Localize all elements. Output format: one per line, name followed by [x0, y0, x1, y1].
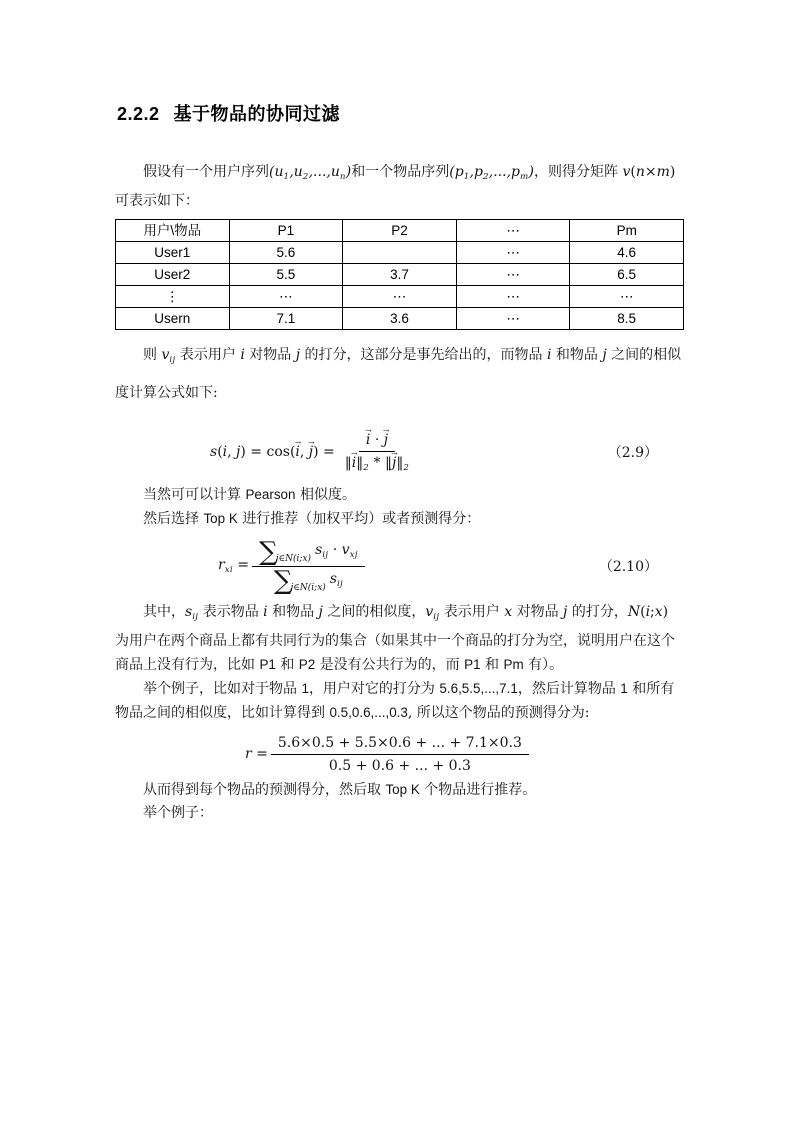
equation-lhs: [218, 557, 249, 575]
text-segment: v: [341, 542, 350, 559]
fraction: [271, 733, 529, 774]
text-segment: 0.5 + 0.6 + ... + 0.3: [328, 758, 471, 775]
table-cell: 4.6: [570, 242, 684, 264]
paragraph-explain: [115, 600, 684, 677]
text-segment: ‖: [356, 455, 364, 472]
text-segment: 举个例子：: [143, 805, 213, 822]
text-segment: 1: [301, 681, 309, 697]
text-segment: ∑: [273, 566, 293, 597]
text-segment: v: [425, 604, 434, 621]
text-segment: 表示用户: [439, 604, 505, 621]
section-number: 2.2.2: [117, 104, 160, 124]
text-segment: ,: [299, 443, 309, 460]
table-cell: [343, 242, 457, 264]
text-segment: m: [656, 164, 670, 180]
text-segment: x: [504, 604, 513, 621]
text-segment: 举个例子，比如对于物品: [143, 681, 302, 698]
text-segment: ij: [192, 612, 199, 623]
table-cell: ⋯: [570, 286, 684, 308]
section-heading: [117, 100, 684, 126]
text-segment: 2: [363, 463, 370, 474]
text-segment: 对物品: [512, 604, 564, 621]
text-segment: i: [263, 604, 268, 621]
table-row: [116, 286, 684, 308]
text-segment: s: [329, 571, 337, 588]
text-segment: ;: [650, 604, 655, 621]
text-segment: ij: [169, 355, 176, 366]
text-segment: ‖: [396, 455, 404, 472]
paragraph-next-example: [115, 802, 684, 825]
text-segment: (: [217, 443, 223, 460]
score-matrix-table: [115, 219, 684, 330]
text-segment: 则: [143, 347, 162, 364]
equation-example: [115, 729, 684, 774]
text-segment: 1: [283, 172, 290, 183]
text-segment: P1: [259, 657, 276, 673]
text-segment: ,...,p: [488, 164, 520, 180]
text-segment: ): [669, 164, 676, 180]
text-segment: 和一个物品序列: [351, 164, 450, 180]
text-segment: m: [519, 172, 529, 183]
text-segment: (: [640, 604, 646, 621]
text-segment: 表示用户: [175, 347, 241, 364]
text-segment: 相似度。: [295, 487, 356, 504]
text-segment: x: [654, 604, 663, 621]
text-segment: j∈N(i;x): [275, 554, 312, 565]
equation-lhs: [245, 746, 268, 762]
text-segment: ): [528, 164, 534, 180]
text-segment: ，用户对它的打分为: [308, 681, 440, 698]
text-segment: ij: [336, 579, 344, 590]
equation-2-9: [115, 422, 684, 473]
table-row: [116, 308, 684, 330]
paragraph-topk: [115, 507, 684, 531]
text-segment: s: [185, 604, 193, 621]
text-segment: 是没有公共行为的，而: [315, 657, 465, 674]
table-cell: ⋯: [343, 286, 457, 308]
table-cell: ⋮: [116, 286, 230, 308]
text-segment: 和物品: [267, 604, 319, 621]
text-segment: ): [662, 604, 669, 621]
text-segment: 表示物品: [198, 604, 264, 621]
text-segment: n: [339, 172, 346, 183]
text-segment: Top K: [385, 782, 420, 798]
table-cell: 5.6: [229, 242, 343, 264]
text-segment: 之间的相似度计算公式如下:: [115, 347, 682, 402]
text-segment: 1: [620, 681, 628, 697]
text-segment: r: [218, 556, 225, 573]
table-cell: ⋯: [456, 286, 570, 308]
text-segment: ) =: [313, 443, 335, 460]
text-segment: Pearson: [245, 487, 296, 503]
equation-number: （2.10）: [598, 558, 658, 575]
text-segment: N: [627, 604, 641, 621]
equation-lhs: [210, 444, 335, 460]
text-segment: , 所以这个物品的预测得分为:: [407, 705, 590, 722]
text-segment: 5.6×0.5 + 5.5×0.6 + ... + 7.1×0.3: [277, 735, 522, 752]
text-segment: (p: [449, 164, 464, 180]
text-segment: ,p: [469, 164, 483, 180]
table-header-cell: P1: [229, 220, 343, 242]
table-cell: 5.5: [229, 264, 343, 286]
table-cell: 6.5: [570, 264, 684, 286]
text-segment: 进行推荐（加权平均）或者预测得分：: [237, 511, 481, 528]
fraction-denominator: [267, 566, 350, 597]
table-cell: 7.1: [229, 308, 343, 330]
table-cell: 3.7: [343, 264, 457, 286]
text-segment: 为用户在两个商品上都有共同行为的集合（如果其中一个商品的打分为空，说明用户在这个商品上没有行为，比如: [115, 633, 675, 674]
table-header-cell: 用户\物品: [116, 220, 230, 242]
text-segment: s: [210, 443, 218, 460]
table-cell: ⋯: [456, 242, 570, 264]
text-segment: ): [345, 164, 352, 180]
table-cell: User1: [116, 242, 230, 264]
text-segment: Top K: [203, 511, 238, 527]
fraction: [338, 430, 416, 473]
text-segment: ij: [322, 550, 329, 561]
text-segment: i: [222, 443, 228, 460]
text-segment: Pm: [503, 657, 524, 673]
text-segment: P1: [464, 657, 481, 673]
table-cell: ⋯: [229, 286, 343, 308]
fraction-denominator: [338, 452, 416, 473]
text-segment: ,u: [289, 164, 303, 180]
table-cell: 3.6: [343, 308, 457, 330]
text-segment: ×: [644, 164, 657, 180]
text-segment: (: [630, 164, 636, 180]
text-segment: 有）。: [523, 657, 564, 674]
text-segment: i →: [295, 444, 299, 460]
equation-number: （2.9）: [607, 444, 658, 461]
fraction-numerator: [252, 539, 365, 567]
text-segment: 和所有物品之间的相似度，比如计算得到: [115, 681, 675, 722]
text-segment: i: [645, 604, 651, 621]
table-row: [116, 264, 684, 286]
text-segment: 1: [463, 172, 470, 183]
paragraph-conclude: [115, 778, 684, 802]
text-segment: ，则得分矩阵: [533, 164, 623, 180]
text-segment: ，然后计算物品: [517, 681, 621, 698]
text-segment: s: [315, 542, 323, 559]
paragraph-pearson: [115, 483, 684, 507]
text-segment: 的打分，: [567, 604, 628, 621]
text-segment: 之间的相似度，: [322, 604, 426, 621]
text-segment: ·: [328, 542, 342, 559]
text-segment: 和: [275, 657, 299, 674]
text-segment: 假设有一个用户序列: [143, 164, 269, 180]
text-segment: 2: [403, 463, 410, 474]
text-segment: ij: [433, 612, 440, 623]
text-segment: j →: [384, 432, 388, 448]
paragraph-example: [115, 677, 684, 725]
table-cell: Usern: [116, 308, 230, 330]
text-segment: 从而得到每个物品的预测得分，然后取: [143, 782, 386, 799]
table-cell: ⋯: [456, 308, 570, 330]
fraction-numerator: [359, 430, 395, 452]
text-segment: j: [563, 604, 568, 621]
text-segment: =: [232, 556, 250, 573]
text-segment: j: [295, 347, 301, 364]
text-segment: j: [318, 604, 323, 621]
fraction-numerator: [271, 733, 529, 755]
table-cell: 8.5: [570, 308, 684, 330]
text-segment: j: [236, 443, 241, 460]
text-segment: 的打分，这部分是事先给出的，而物品: [300, 347, 547, 364]
text-segment: 可表示如下：: [115, 193, 199, 210]
text-segment: =: [251, 745, 268, 762]
table-header-row: [116, 220, 684, 242]
text-segment: 对物品: [244, 347, 296, 364]
table-cell: ⋯: [456, 264, 570, 286]
text-segment: ‖: [385, 455, 393, 472]
fraction-denominator: [322, 755, 478, 774]
table-header-cell: P2: [343, 220, 457, 242]
table-cell: User2: [116, 264, 230, 286]
text-segment: r: [245, 745, 252, 762]
text-segment: 和物品: [551, 347, 603, 364]
text-segment: *: [369, 455, 386, 472]
text-segment: j: [602, 347, 607, 364]
text-segment: i: [240, 347, 245, 364]
text-segment: j∈N(i;x): [290, 583, 326, 594]
text-segment: ) = cos(: [240, 443, 296, 460]
text-segment: xj: [349, 550, 358, 561]
text-segment: n: [635, 164, 645, 180]
text-segment: ·: [370, 432, 384, 449]
text-segment: ,: [227, 443, 237, 460]
text-segment: (u: [269, 164, 284, 180]
fraction: [252, 537, 365, 597]
text-segment: i →: [366, 432, 370, 448]
text-segment: P2: [298, 657, 316, 673]
table-header-cell: ⋯: [456, 220, 570, 242]
text-segment: v: [161, 347, 170, 364]
text-segment: ,...,u: [308, 164, 340, 180]
text-segment: 2: [482, 172, 489, 183]
section-title: 基于物品的协同过滤: [173, 104, 341, 124]
text-segment: 当然可可以计算: [143, 487, 246, 504]
text-segment: j →: [309, 444, 313, 460]
table-row: [116, 242, 684, 264]
text-segment: 其中，: [143, 604, 185, 621]
text-segment: 和: [480, 657, 504, 674]
text-segment: 2: [302, 172, 309, 183]
text-segment: ∑: [259, 537, 278, 568]
text-segment: xi: [224, 564, 233, 575]
paragraph-intro: [115, 160, 684, 213]
text-segment: 0.5,0.6,...,0.3: [329, 705, 408, 721]
paragraph-after-table: [115, 339, 684, 410]
text-segment: v: [622, 164, 631, 180]
text-segment: ‖: [344, 455, 352, 472]
text-segment: 个物品进行推荐。: [419, 782, 537, 799]
table-header-cell: Pm: [570, 220, 684, 242]
page-content: [115, 100, 684, 825]
text-segment: 然后选择: [143, 511, 204, 528]
text-segment: i →: [352, 455, 356, 471]
text-segment: i: [546, 347, 552, 364]
text-segment: j →: [392, 455, 396, 471]
equation-2-10: [115, 537, 684, 597]
text-segment: 5.6,5.5,...,7.1: [439, 681, 518, 697]
